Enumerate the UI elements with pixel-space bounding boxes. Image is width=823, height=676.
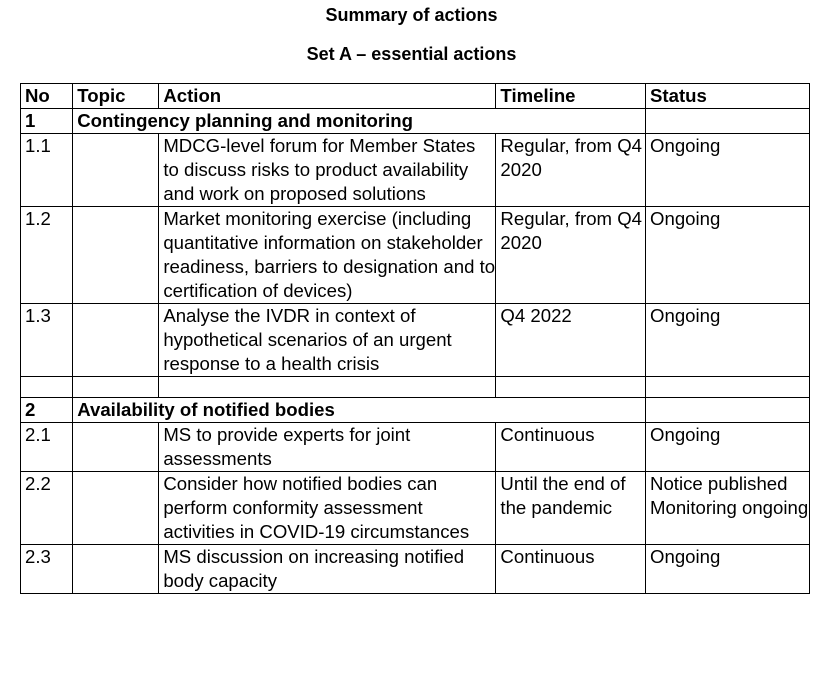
- table-row: [21, 472, 810, 545]
- section-row: [21, 109, 810, 134]
- header-timeline: Timeline: [496, 84, 646, 109]
- empty-cell: [646, 109, 810, 134]
- section-no: 1: [21, 109, 73, 134]
- table-row: [21, 134, 810, 207]
- table-header-row: [21, 84, 810, 109]
- header-action: Action: [159, 84, 496, 109]
- row-timeline: Q4 2022: [496, 304, 646, 377]
- section-no: 2: [21, 398, 73, 423]
- row-topic: [73, 545, 159, 594]
- row-action: Analyse the IVDR in context of hypothetical scenarios of an urgent response to a health crisis: [159, 304, 496, 377]
- row-topic: [73, 134, 159, 207]
- row-timeline: Continuous: [496, 423, 646, 472]
- row-no: 2.3: [21, 545, 73, 594]
- table-row: [21, 304, 810, 377]
- row-timeline: Regular, from Q4 2020: [496, 134, 646, 207]
- header-topic: Topic: [73, 84, 159, 109]
- row-no: 1.1: [21, 134, 73, 207]
- table-row: [21, 545, 810, 594]
- section-title: Availability of notified bodies: [73, 398, 646, 423]
- table-row: [21, 423, 810, 472]
- row-action: MS to provide experts for joint assessments: [159, 423, 496, 472]
- row-timeline: Regular, from Q4 2020: [496, 207, 646, 304]
- row-action: Market monitoring exercise (including quantitative information on stakeholder readiness, barriers to designation and to certification of devices): [159, 207, 496, 304]
- spacer-row: [21, 377, 810, 398]
- row-action: MS discussion on increasing notified body capacity: [159, 545, 496, 594]
- row-status: Ongoing: [646, 207, 810, 304]
- row-timeline: Until the end of the pandemic: [496, 472, 646, 545]
- row-status: Ongoing: [646, 134, 810, 207]
- row-status: Ongoing: [646, 545, 810, 594]
- row-status: Ongoing: [646, 304, 810, 377]
- empty-cell: [646, 398, 810, 423]
- row-action: Consider how notified bodies can perform conformity assessment activities in COVID-19 circumstances: [159, 472, 496, 545]
- row-topic: [73, 472, 159, 545]
- document-subtitle: Set A – essential actions: [306, 44, 517, 64]
- row-status: Notice published Monitoring ongoing: [646, 472, 810, 545]
- row-no: 2.1: [21, 423, 73, 472]
- row-no: 1.3: [21, 304, 73, 377]
- row-no: 2.2: [21, 472, 73, 545]
- header-no: No: [21, 84, 73, 109]
- actions-table: [20, 83, 810, 594]
- section-title: Contingency planning and monitoring: [73, 109, 646, 134]
- document-title: Summary of actions: [325, 5, 498, 25]
- header-status: Status: [646, 84, 810, 109]
- row-status: Ongoing: [646, 423, 810, 472]
- section-row: [21, 398, 810, 423]
- row-action: MDCG-level forum for Member States to discuss risks to product availability and work on proposed solutions: [159, 134, 496, 207]
- table-row: [21, 207, 810, 304]
- row-topic: [73, 304, 159, 377]
- row-topic: [73, 207, 159, 304]
- row-timeline: Continuous: [496, 545, 646, 594]
- row-topic: [73, 423, 159, 472]
- row-no: 1.2: [21, 207, 73, 304]
